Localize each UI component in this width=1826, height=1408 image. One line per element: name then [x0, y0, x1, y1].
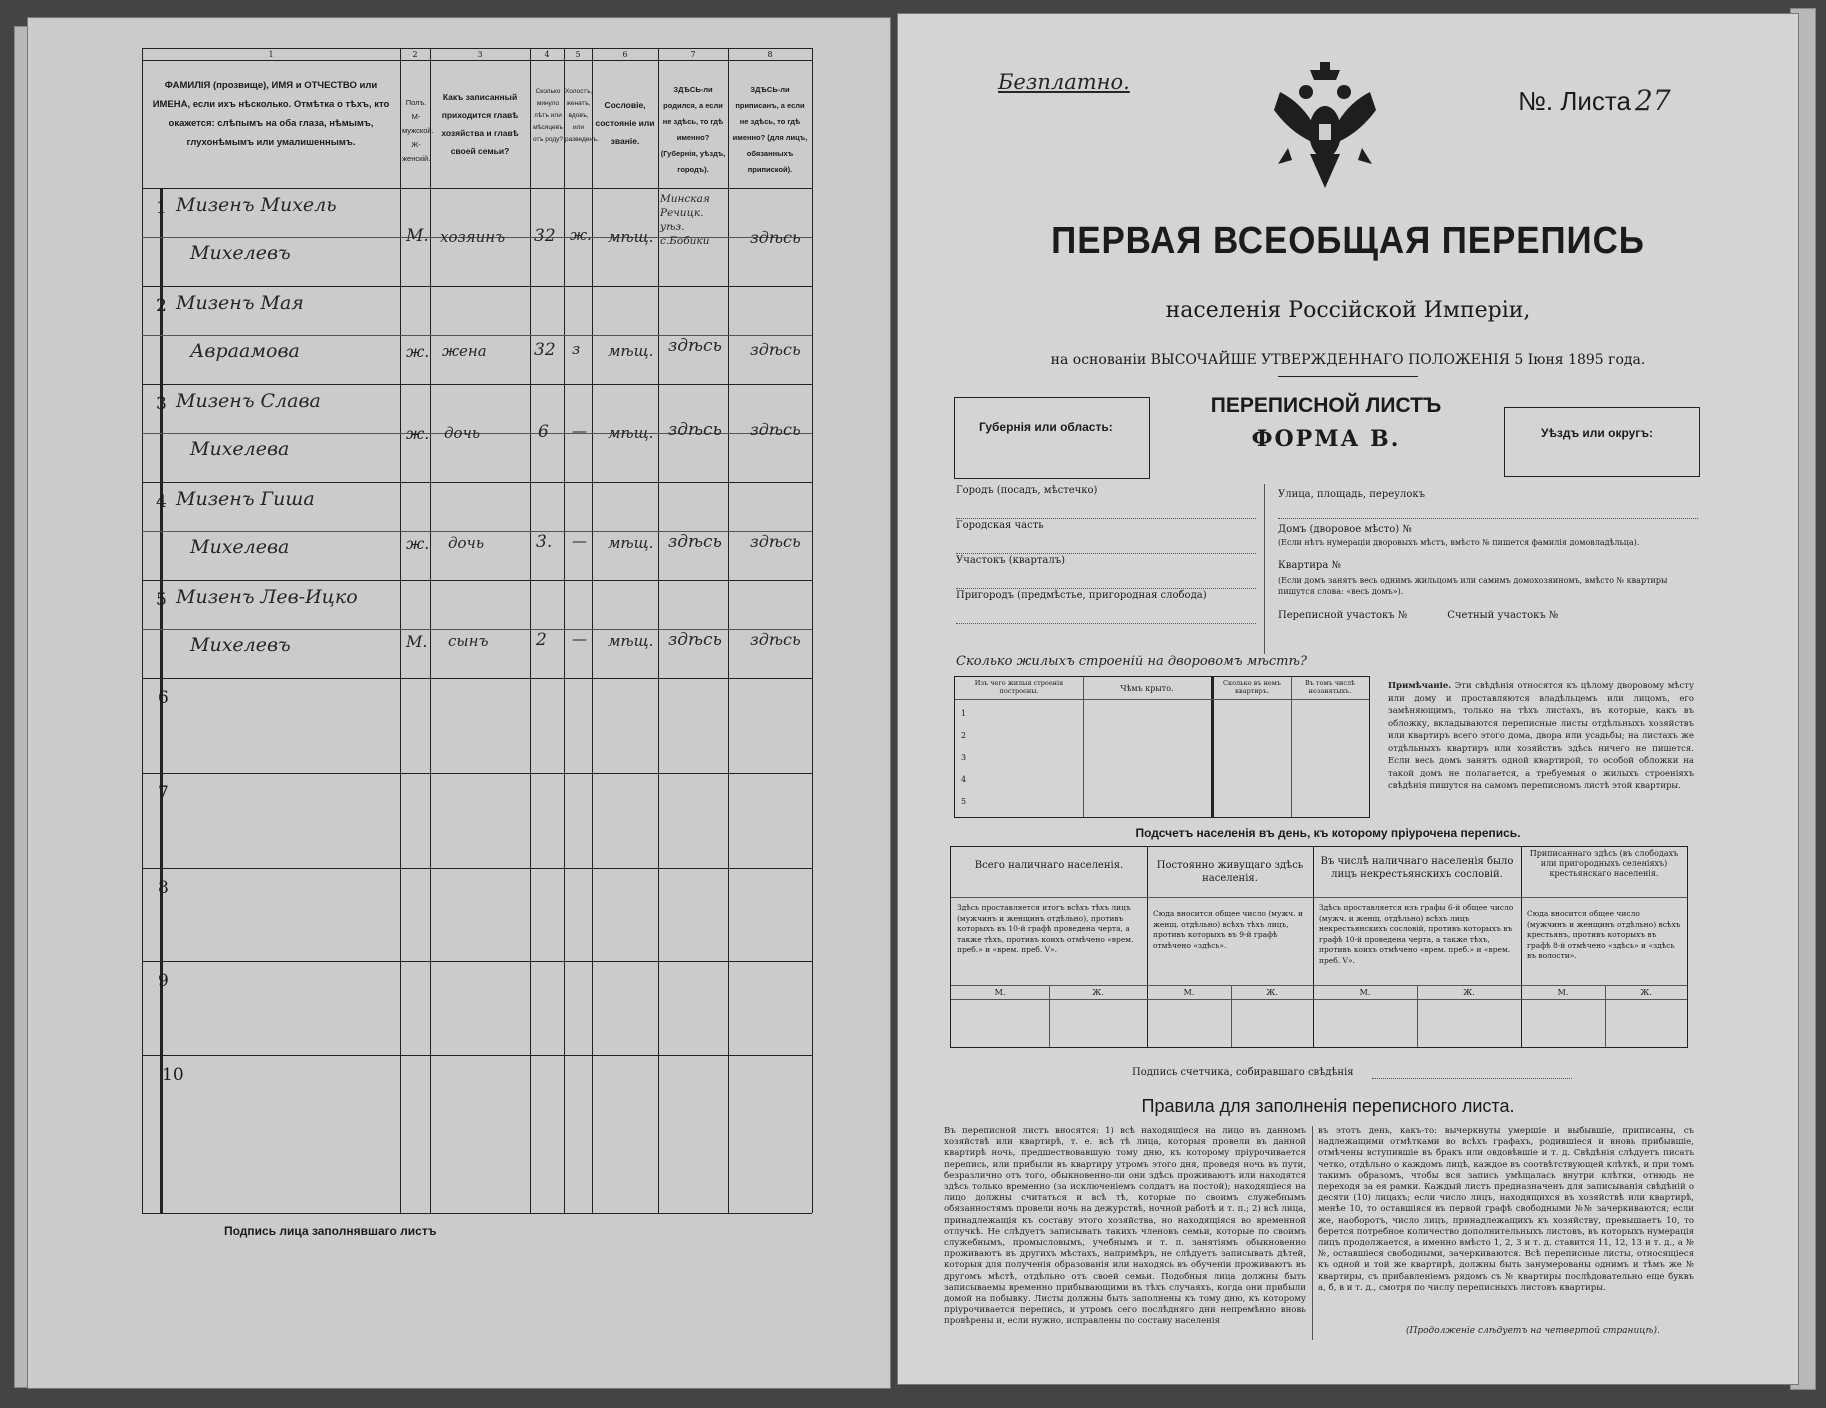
name-line-2: Михелева	[190, 438, 290, 460]
marital-value: ж.	[570, 226, 592, 244]
sex-value: ж.	[406, 424, 430, 443]
main-title: ПЕРВАЯ ВСЕОБЩАЯ ПЕРЕПИСЬ	[1051, 220, 1645, 262]
count-desc-nonpeasant: Здѣсь проставляется изъ графы 6-й общее число (мужч. и женщ. отдѣльно) всѣхъ лицъ некрестьянскихъ сословій, противъ которыхъ въ графѣ 10-й проведена черта, а также тѣхъ, противъ коихъ отмѣчено «врем. преб.» и «врем. преб. V».	[1319, 903, 1514, 965]
header-age: Сколько минуло лѣтъ или мѣсяцевъ отъ роду?	[532, 88, 564, 143]
age-value: 2	[536, 630, 547, 650]
row-number: 9	[158, 971, 169, 991]
registered-value: здѣсь	[750, 532, 801, 551]
name-line-2: Михелевъ	[190, 242, 291, 264]
address-left	[956, 484, 1256, 624]
age-value: 6	[538, 422, 549, 442]
sheet-number-label	[1518, 84, 1671, 117]
age-value: 32	[534, 340, 556, 360]
sex-value: М.	[406, 226, 429, 246]
continued-note: (Продолженіе слѣдуетъ на четвертой страницѣ).	[1406, 1326, 1660, 1336]
table-row	[156, 580, 810, 678]
field-house[interactable]: Домъ (дворовое мѣсто) №	[1278, 524, 1412, 535]
count-header-peasant: Приписаннаго здѣсь (въ слободахъ или пригородныхъ селеніяхъ) крестьянскаго населенія.	[1529, 849, 1679, 878]
header-birthplace: ЗДѢСЬ-ли родился, а если не здѣсь, то гдѣ именно? (Губернія, уѣздъ, городъ).	[660, 85, 726, 174]
buildings-header-roof: Чѣмъ крыто.	[1120, 684, 1174, 693]
estate-value: мѣщ.	[608, 632, 654, 650]
row-number: 2	[156, 296, 167, 316]
col-num-2: 2	[412, 50, 418, 59]
col-num-8: 8	[767, 50, 773, 59]
table-row	[156, 188, 810, 286]
age-value: 3.	[536, 532, 553, 552]
birthplace-value: здѣсь	[668, 420, 722, 440]
field-counting-district[interactable]: Счетный участокъ №	[1447, 610, 1559, 621]
row-number: 4	[156, 492, 167, 512]
header-registered: ЗДѢСЬ-ли приписанъ, а если не здѣсь, то гдѣ именно? (для лицъ, обязанныхъ припиской).	[732, 85, 808, 174]
field-street[interactable]: Улица, площадь, переулокъ	[1278, 488, 1698, 519]
field-district[interactable]: Участокъ (кварталъ)	[956, 554, 1256, 589]
count-f-label: Ж.	[1463, 988, 1475, 997]
counter-signature-label: Подпись счетчика, собиравшаго свѣдѣнія	[1132, 1067, 1354, 1078]
buildings-note	[1388, 680, 1694, 793]
col-num-1: 1	[268, 50, 274, 59]
note-text: Эти свѣдѣнія относятся къ цѣлому дворовому мѣсту или дому и проставляются владѣльцемъ или лицомъ, его замѣняющимъ, только на тѣхъ листахъ, въ которые, какъ въ обложку, вкладываются переписные листы отдѣльныхъ хозяйствъ или квартиръ всего этого дома, двора или усадьбы; на листахъ же отдѣльныхъ квартиръ или хозяйствъ здѣсь ничего не пишется. Если весь домъ занятъ одной квартирой, то особой обложки на такой домъ не полагается, а требуемыя о жилыхъ строеніяхъ свѣдѣнія пишутся на самомъ переписномъ листѣ этой квартиры.	[1388, 681, 1695, 791]
gubernia-box	[954, 397, 1150, 479]
buildings-row-1: 1	[961, 709, 967, 718]
age-value: 32	[534, 226, 556, 246]
header-name: ФАМИЛІЯ (прозвище), ИМЯ и ОТЧЕСТВО или ИМЕНА, если ихъ нѣсколько. Отмѣтка о тѣхъ, кто окажется: слѣпымъ на оба глаза, нѣмымъ, глухонѣмымъ или умалишеннымъ.	[152, 80, 390, 148]
name-line-2: Авраамова	[190, 340, 300, 362]
buildings-row-2: 2	[961, 731, 967, 740]
count-desc-peasant: Сюда вносится общее число (мужчинъ и женщинъ отдѣльно) всѣхъ крестьянъ, противъ которыхъ въ графѣ 8-й отмѣчено «здѣсь» и «здѣсь въ волости».	[1527, 909, 1681, 960]
uezd-label: Уѣздъ или округъ:	[1541, 426, 1654, 440]
name-line-2: Михелева	[190, 536, 290, 558]
birthplace-value: Минская Речицк. уѣз. с.Бобики	[660, 193, 710, 247]
sex-value: М.	[406, 632, 428, 651]
field-suburb[interactable]: Пригородъ (предмѣстье, пригородная слобода)	[956, 589, 1256, 624]
field-apartment-note: (Если домъ занятъ весь однимъ жильцомъ или самимъ домохозяиномъ, вмѣсто № квартиры пишутся слова: «весь домъ»).	[1278, 576, 1668, 596]
rules-column-1: Въ переписной листъ вносятся: 1) всѣ находящіеся на лицо въ данномъ хозяйствѣ или квартирѣ, т. е. всѣ тѣ лица, которыя провели въ данной квартирѣ ночь, предшествовавшую тому дню, къ которому пріурочивается перепись, или прибыли въ квартиру утромъ этого дня, проведя ночь въ пути, безразлично отъ того, обыкновенно-ли они здѣсь проживаютъ или находятся здѣсь только временно (за исключеніемъ солдатъ на постой); находящіеся на лицо должны считаться и всѣ тѣ, которые по своимъ служебнымъ обязанностямъ провели ночь на дежурствѣ, ночной работѣ и т. п.; 2) всѣ лица, принадлежащія къ составу этого хозяйства, но находящіяся во временной отлучкѣ. Не слѣдуетъ записывать такихъ членовъ семьи, которые по своимъ служебнымъ, промысловымъ, учебнымъ и т. п. занятіямъ обыкновенно проживаютъ въ другихъ мѣстахъ, напримѣръ, не слѣдуетъ записывать дѣтей, которыя для полученія образованія или находясь въ обученіи проживаютъ въ другомъ мѣстѣ, отдѣльно отъ своей семьи. Подобныя лица должны быть записываемы временно прибывающими въ тѣхъ случаяхъ, когда они прибыли домой на побывку. Листы должны быть заполнены къ тому дню, къ которому пріурочивается перепись, и утромъ сего послѣдняго дни непремѣнно вновь провѣрены и, если нужно, исправлены по составу населенія	[944, 1126, 1306, 1327]
field-census-district[interactable]: Переписной участокъ №	[1278, 610, 1408, 621]
header-sex: Полъ. М-мужской. Ж-женскій.	[402, 98, 434, 163]
buildings-question: Сколько жилыхъ строеній на дворовомъ мѣстѣ?	[956, 654, 1307, 669]
buildings-row-numbers	[961, 703, 966, 813]
legal-basis: на основаніи ВЫСОЧАЙШЕ УТВЕРЖДЕННАГО ПОЛОЖЕНІЯ 5 Іюня 1895 года.	[1050, 352, 1646, 368]
header-marital: Холостъ, женатъ, вдовъ, или разведенъ.	[565, 88, 599, 143]
field-city[interactable]: Городъ (посадъ, мѣстечко)	[956, 484, 1256, 519]
count-f-label: Ж.	[1092, 988, 1104, 997]
filler-signature-label: Подпись лица заполнявшаго листъ	[224, 1224, 437, 1238]
buildings-header-material: Изъ чего жилыя строенія построены.	[974, 679, 1064, 695]
note-title: Примѣчаніе.	[1388, 681, 1452, 691]
marital-value: —	[572, 422, 587, 440]
buildings-row-4: 4	[961, 775, 967, 784]
row-number: 6	[158, 688, 169, 708]
count-desc-total: Здѣсь проставляется итогъ всѣхъ тѣхъ лицъ (мужчинъ и женщинъ отдѣльно), противъ которыхъ въ 10-й графѣ проведена черта, а также тѣхъ, противъ коихъ отмѣчено «врем. преб.» и «врем. преб. V».	[957, 903, 1134, 954]
birthplace-value: здѣсь	[668, 336, 722, 356]
col-num-3: 3	[477, 50, 483, 59]
name-line-1: Мизенъ Слава	[176, 390, 321, 412]
registered-value: здѣсь	[750, 340, 801, 359]
field-house-note: (Если нѣтъ нумераціи дворовыхъ мѣстъ, вмѣсто № пишется фамилія домовладѣльца).	[1278, 538, 1640, 547]
buildings-table	[954, 676, 1370, 818]
col-num-7: 7	[690, 50, 696, 59]
left-census-sheet	[28, 18, 890, 1388]
sex-value: ж.	[406, 342, 430, 361]
free-label: Безплатно.	[998, 70, 1130, 94]
col-num-5: 5	[575, 50, 581, 59]
field-city-part[interactable]: Городская часть	[956, 519, 1256, 554]
marital-value: —	[572, 630, 587, 648]
relation-value: дочь	[444, 424, 481, 442]
buildings-row-3: 3	[961, 753, 967, 762]
sex-value: ж.	[406, 534, 430, 553]
row-number: 5	[156, 590, 167, 610]
relation-value: жена	[442, 342, 487, 360]
count-f-label: Ж.	[1266, 988, 1278, 997]
registered-value: здѣсь	[750, 228, 801, 247]
count-m-label: М.	[1183, 988, 1195, 997]
rules-column-2: въ этотъ день, какъ-то: вычеркнуты умершіе и выбывшіе, приписаны, съ надлежащими отмѣтками во всѣхъ графахъ, родившіеся и вновь прибывшіе, отмѣчены вступившіе въ бракъ или овдовѣвшіе и т. д. Свѣдѣнія слѣдуетъ писать четко, отдѣльно о каждомъ лицѣ, каждое въ соотвѣтствующей клѣткѣ, и при томъ такимъ образомъ, чтобы вся запись умѣщалась внутри клѣтки, отнюдь не переходя за ея рамки. Каждый листъ предназначенъ для записыванія свѣдѣній о десяти (10) лицахъ; если число лицъ, находящихся въ хозяйствѣ или квартирѣ, менѣе 10, то оставшіяся въ первой графѣ свободными №№ зачеркиваются; если же, наоборотъ, число лицъ, принадлежащихъ къ хозяйству, превышаетъ 10, то берется потребное количество дополнительныхъ листовъ, въ которыхъ нумерація лицъ продолжается, а именно вмѣсто 1, 2, 3 и т. д. ставится 11, 12, 13 и т. д., а №№, оставшіеся свободными, зачеркиваются. Всѣ переписные листы, относящіеся къ одной и той же квартирѣ, должны быть занумерованы однимъ и тѣмъ же № квартиры, съ прибавленіемъ рядомъ съ № квартиры послѣдовательно еще буквъ а, б, в и т. д., смотря по числу переписныхъ листовъ квартиры.	[1318, 1126, 1694, 1293]
form-title: ПЕРЕПИСНОЙ ЛИСТЪ	[1210, 394, 1442, 417]
count-header-total: Всего наличнаго населенія.	[974, 860, 1124, 871]
estate-value: мѣщ.	[608, 342, 654, 360]
table-row	[156, 384, 810, 482]
count-header-permanent: Постоянно живущаго здѣсь населенія.	[1156, 860, 1304, 884]
name-line-1: Мизенъ Мая	[176, 292, 304, 314]
marital-value: з	[572, 340, 581, 358]
relation-value: дочь	[448, 534, 485, 552]
table-row	[156, 482, 810, 580]
marital-value: —	[572, 532, 587, 550]
buildings-header-apartments: Сколько въ немъ квартиръ.	[1223, 679, 1281, 695]
population-count-table	[950, 846, 1688, 1048]
rules-title: Правила для заполненія переписного листа.	[1141, 1096, 1515, 1116]
col-num-6: 6	[622, 50, 628, 59]
left-table	[142, 48, 814, 1233]
population-count-title: Подсчетъ населенія въ день, къ которому пріурочена перепись.	[1135, 826, 1521, 840]
row-number: 7	[158, 783, 169, 803]
header-relation: Какъ записанный приходится главѣ хозяйства и главѣ своей семьи?	[441, 92, 519, 156]
birthplace-value: здѣсь	[668, 532, 722, 552]
count-desc-permanent: Сюда вносится общее число (мужч. и женщ. отдѣльно) всѣхъ тѣхъ лицъ, противъ которыхъ въ 9-й графѣ отмѣчено «здѣсь».	[1153, 909, 1304, 950]
count-f-label: Ж.	[1640, 988, 1652, 997]
sheet-number-value: 27	[1635, 84, 1671, 117]
row-number: 3	[156, 394, 167, 414]
row-number: 10	[162, 1065, 184, 1085]
uezd-box	[1504, 407, 1700, 477]
buildings-row-5: 5	[961, 797, 967, 806]
estate-value: мѣщ.	[608, 424, 654, 442]
gubernia-label: Губернія или область:	[979, 420, 1113, 434]
row-number: 8	[158, 878, 169, 898]
name-line-1: Мизенъ Лев-Ицко	[176, 586, 358, 608]
birthplace-value: здѣсь	[668, 630, 722, 650]
form-subtitle: ФОРМА В.	[1251, 426, 1401, 452]
count-m-label: М.	[1359, 988, 1371, 997]
registered-value: здѣсь	[750, 630, 801, 649]
buildings-header-vacant: Въ томъ числѣ незанятыхъ.	[1304, 679, 1356, 695]
row-number: 1	[156, 198, 167, 218]
sheet-number-label-text: №. Листа	[1518, 86, 1632, 116]
relation-value: сынъ	[448, 632, 489, 650]
main-subtitle: населенія Россійской Имперіи,	[1165, 298, 1531, 323]
field-apartment[interactable]: Квартира №	[1278, 560, 1341, 571]
table-row	[156, 286, 810, 384]
count-m-label: М.	[1557, 988, 1569, 997]
address-right	[1278, 488, 1698, 622]
registered-value: здѣсь	[750, 420, 801, 439]
estate-value: мѣщ.	[608, 228, 654, 246]
col-num-4: 4	[544, 50, 550, 59]
imperial-eagle-emblem	[1270, 62, 1380, 190]
right-census-cover	[898, 14, 1798, 1384]
relation-value: хозяинъ	[440, 228, 506, 246]
count-m-label: М.	[994, 988, 1006, 997]
name-line-1: Мизенъ Гиша	[176, 488, 315, 510]
name-line-1: Мизенъ Михель	[176, 194, 337, 216]
estate-value: мѣщ.	[608, 534, 654, 552]
name-line-2: Михелевъ	[190, 634, 291, 656]
count-header-nonpeasant: Въ числѣ наличнаго населенія было лицъ некрестьянскихъ сословій.	[1320, 856, 1514, 880]
header-estate: Сословіе, состояніе или званіе.	[595, 100, 655, 146]
